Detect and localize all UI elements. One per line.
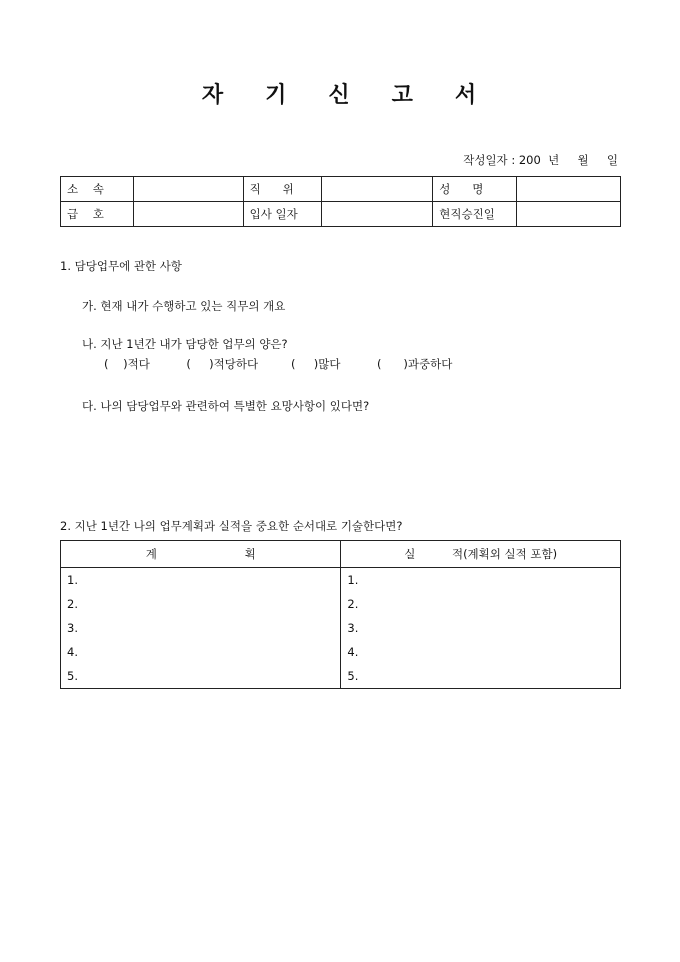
item-a: 가. 현재 내가 수행하고 있는 직무의 개요 xyxy=(82,299,286,313)
table-row xyxy=(61,664,621,689)
grade-field[interactable] xyxy=(133,202,243,227)
workload-options: ( )적다 ( )적당하다 ( )많다 ( )과중하다 xyxy=(104,357,453,371)
info-table xyxy=(60,176,621,227)
label-department: 소 속 xyxy=(61,177,134,202)
result-item[interactable]: 1. xyxy=(341,568,621,593)
title-char: 자 xyxy=(201,82,226,108)
document-title xyxy=(0,78,680,109)
label-promotion-date: 현직승진일 xyxy=(433,202,517,227)
name-field[interactable] xyxy=(517,177,621,202)
plan-result-table xyxy=(60,540,621,689)
plan-item[interactable]: 4. xyxy=(61,640,341,664)
table-row xyxy=(61,640,621,664)
result-item[interactable]: 2. xyxy=(341,592,621,616)
table-row xyxy=(61,592,621,616)
plan-item[interactable]: 1. xyxy=(61,568,341,593)
info-row xyxy=(61,177,621,202)
result-item[interactable]: 4. xyxy=(341,640,621,664)
item-c: 다. 나의 담당업무와 관련하여 특별한 요망사항이 있다면? xyxy=(82,399,370,413)
plan-item[interactable]: 5. xyxy=(61,664,341,689)
title-char: 서 xyxy=(454,82,479,108)
position-field[interactable] xyxy=(321,177,433,202)
result-item[interactable]: 5. xyxy=(341,664,621,689)
plan-column-header: 계 획 xyxy=(61,541,341,568)
plan-header-row xyxy=(61,541,621,568)
label-join-date: 입사 일자 xyxy=(243,202,321,227)
plan-item[interactable]: 2. xyxy=(61,592,341,616)
date-line: 작성일자 : 200 년 월 일 xyxy=(463,153,618,167)
title-char: 고 xyxy=(391,82,415,108)
label-position: 직 위 xyxy=(243,177,321,202)
title-char: 신 xyxy=(328,82,352,108)
label-grade: 급 호 xyxy=(61,202,134,227)
result-item[interactable]: 3. xyxy=(341,616,621,640)
plan-item[interactable]: 3. xyxy=(61,616,341,640)
promotion-date-field[interactable] xyxy=(517,202,621,227)
title-char: 기 xyxy=(265,82,289,108)
section1-heading: 1. 담당업무에 관한 사항 xyxy=(60,259,182,273)
item-b: 나. 지난 1년간 내가 담당한 업무의 양은? xyxy=(82,337,288,351)
result-column-header: 실 적(계획외 실적 포함) xyxy=(341,541,621,568)
label-name: 성 명 xyxy=(433,177,517,202)
section2-heading: 2. 지난 1년간 나의 업무계획과 실적을 중요한 순서대로 기술한다면? xyxy=(60,519,403,533)
join-date-field[interactable] xyxy=(321,202,433,227)
table-row xyxy=(61,568,621,593)
department-field[interactable] xyxy=(133,177,243,202)
info-row xyxy=(61,202,621,227)
table-row xyxy=(61,616,621,640)
